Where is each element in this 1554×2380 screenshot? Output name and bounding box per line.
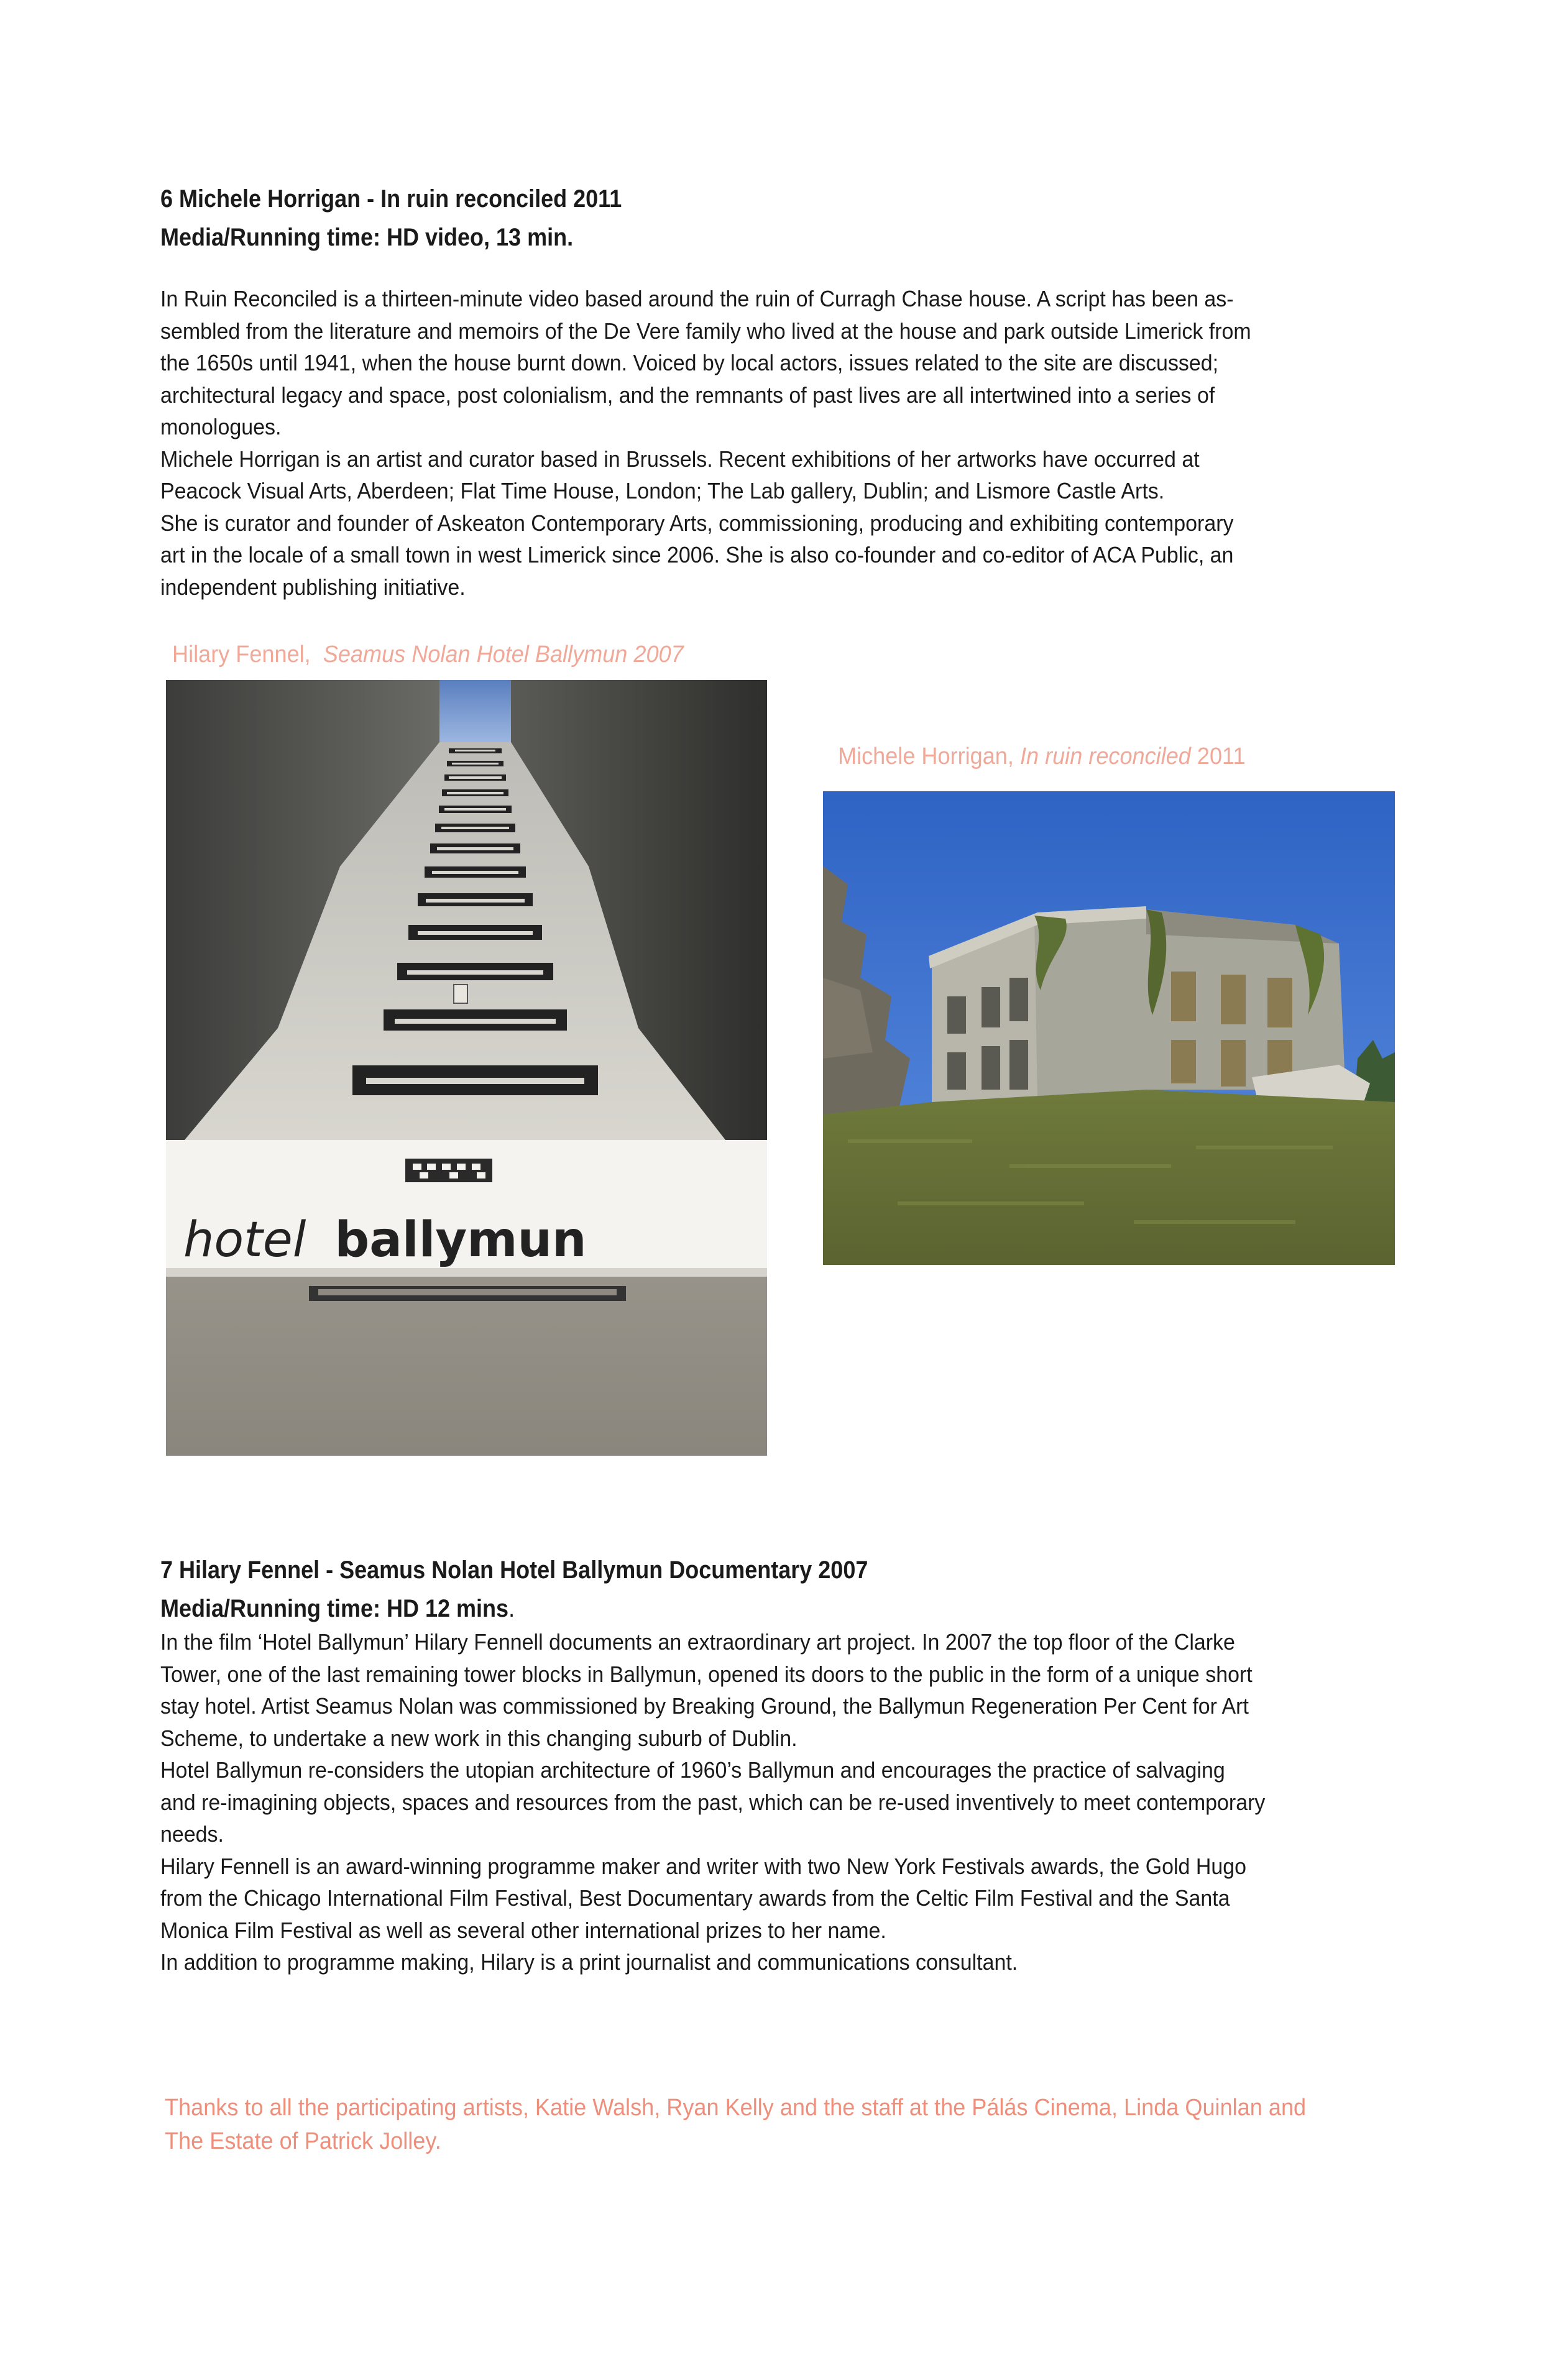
caption-work: In ruin reconciled	[1019, 743, 1191, 770]
section-7-last-line: In addition to programme making, Hilary is a print journalist and communications consultant.	[160, 1949, 1018, 1975]
caption-artist: Michele Horrigan,	[838, 743, 1014, 770]
sign-word-ballymun: ballymun	[334, 1212, 587, 1268]
body-line: She is curator and founder of Askeaton Contemporary Arts, commissioning, producing and exhibiting contemporary	[160, 510, 1234, 536]
section-6-title-line2: Media/Running time: HD video, 13 min.	[160, 224, 574, 251]
body-line: architectural legacy and space, post colonialism, and the remnants of past lives are all intertwined into a series of	[160, 382, 1215, 408]
thanks-line2: The Estate of Patrick Jolley.	[165, 2128, 441, 2154]
body-line: Scheme, to undertake a new work in this changing suburb of Dublin.	[160, 1725, 798, 1751]
body-line: In Ruin Reconciled is a thirteen-minute video based around the ruin of Curragh Chase house. A script has been as-	[160, 286, 1234, 311]
body-line: Michele Horrigan is an artist and curator based in Brussels. Recent exhibitions of her artworks have occurred at	[160, 446, 1200, 472]
section-7-title-line1: 7 Hilary Fennel - Seamus Nolan Hotel Ballymun Documentary 2007	[160, 1556, 868, 1584]
body-line: Peacock Visual Arts, Aberdeen; Flat Time House, London; The Lab gallery, Dublin; and Lismore Castle Arts.	[160, 478, 1165, 503]
body-line: needs.	[160, 1821, 224, 1847]
hotel-ballymun-sign	[183, 1212, 587, 1268]
caption-in-ruin-reconciled	[838, 742, 1246, 771]
body-line: and re-imagining objects, spaces and resources from the past, which can be re-used inventively to meet contemporary	[160, 1789, 1266, 1815]
caption-hotel-ballymun	[172, 640, 684, 669]
body-line: the 1650s until 1941, when the house burnt down. Voiced by local actors, issues related to the site are discussed;	[160, 350, 1219, 375]
body-line: stay hotel. Artist Seamus Nolan was commissioned by Breaking Ground, the Ballymun Regeneration Per Cent for Art	[160, 1693, 1249, 1719]
sign-word-hotel: hotel	[183, 1212, 306, 1268]
body-line: Tower, one of the last remaining tower blocks in Ballymun, opened its doors to the public in the form of a unique short	[160, 1661, 1253, 1687]
body-line: Hotel Ballymun re-considers the utopian architecture of 1960’s Ballymun and encourages the practice of salvaging	[160, 1757, 1225, 1783]
section-7-body	[160, 1626, 1348, 1946]
section-7-title-media: Media/Running time: HD 12 mins	[160, 1595, 509, 1622]
thanks-line1: Thanks to all the participating artists, Katie Walsh, Ryan Kelly and the staff at the Pálás Cinema, Linda Quinlan and	[165, 2095, 1307, 2121]
section-7-title-period: .	[508, 1595, 515, 1622]
body-line: Hilary Fennell is an award-winning programme maker and writer with two New York Festivals awards, the Gold Hugo	[160, 1853, 1247, 1879]
caption-year: 2011	[1197, 743, 1246, 770]
section-6-title-line1: 6 Michele Horrigan - In ruin reconciled 2011	[160, 185, 622, 213]
body-line: Monica Film Festival as well as several other international prizes to her name.	[160, 1917, 886, 1943]
section-7-title-line2	[160, 1591, 515, 1627]
body-line: art in the locale of a small town in west Limerick since 2006. She is also co-founder and co-editor of ACA Public, an	[160, 542, 1234, 567]
caption-work: Seamus Nolan Hotel Ballymun 2007	[323, 641, 684, 668]
body-line: independent publishing initiative.	[160, 574, 466, 600]
body-line: In the film ‘Hotel Ballymun’ Hilary Fennell documents an extraordinary art project. In 2007 the top floor of the Clarke	[160, 1629, 1235, 1655]
caption-artist: Hilary Fennel,	[172, 641, 311, 668]
section-6-body	[160, 283, 1333, 603]
body-line: from the Chicago International Film Festival, Best Documentary awards from the Celtic Film Festival and the Santa	[160, 1885, 1230, 1911]
body-line: monologues.	[160, 414, 282, 439]
body-line: sembled from the literature and memoirs of the De Vere family who lived at the house and park outside Limerick from	[160, 318, 1251, 344]
hotel-ballymun-photo	[166, 680, 767, 1456]
curragh-chase-ruin-photo	[823, 791, 1395, 1265]
